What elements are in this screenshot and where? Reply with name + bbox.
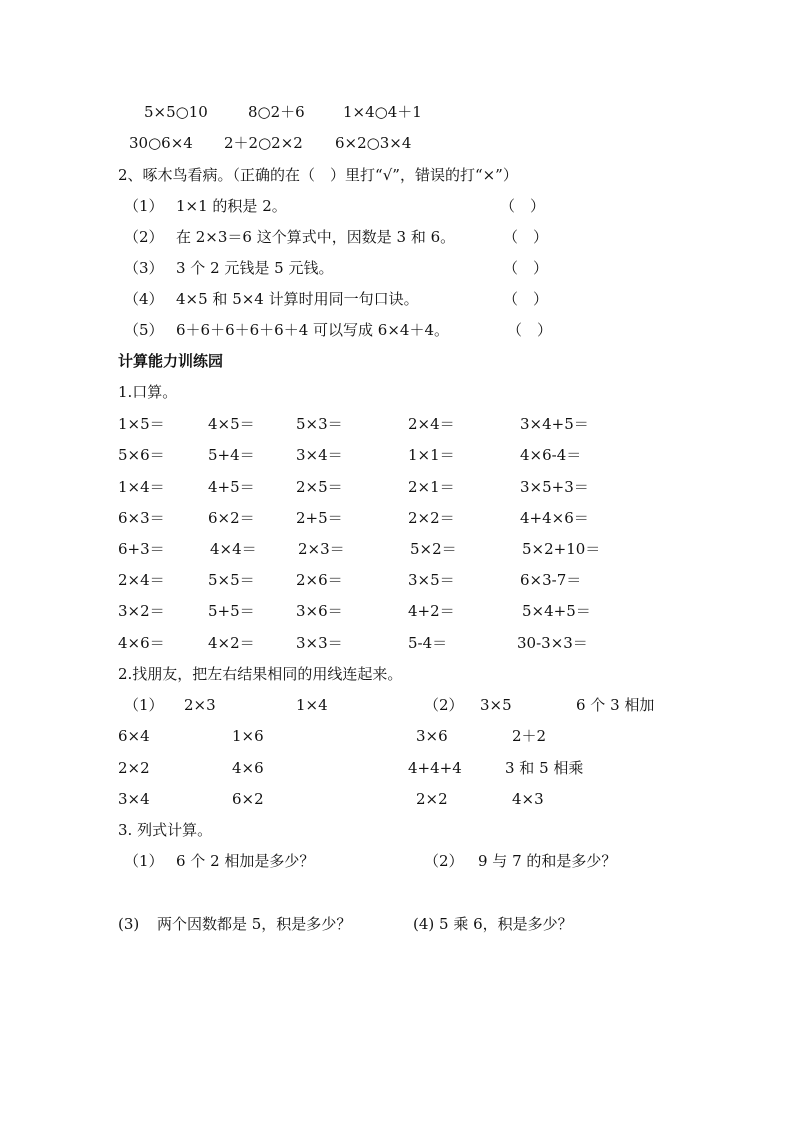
oral-problem: 3×4＝ [296, 446, 343, 464]
oral-problem: 2×6＝ [296, 571, 343, 589]
oral-problem: 5-4＝ [408, 634, 448, 652]
match-title: 2.找朋友，把左右结果相同的用线连起来。 [118, 665, 403, 683]
oral-problem: 5×4+5＝ [522, 602, 591, 620]
section-title: 计算能力训练园 [118, 352, 224, 370]
judge-title: 2、啄木鸟看病。（正确的在（ ）里打“√”，错误的打“×”） [118, 166, 518, 184]
oral-problem: 30-3×3＝ [517, 634, 588, 652]
judge-item-number: （3） [124, 259, 164, 277]
oral-problem: 4+2＝ [408, 602, 455, 620]
oral-problem: 4+4×6＝ [520, 509, 589, 527]
match-item[interactable]: 2×2 [416, 790, 448, 808]
judge-item-text: 1×1 的积是 2。 [176, 197, 287, 215]
formula-question-number: (3) [118, 915, 140, 933]
answer-parentheses[interactable]: （ ） [503, 228, 549, 246]
oral-problem: 4+5＝ [208, 478, 255, 496]
judge-item-number: （5） [124, 321, 164, 339]
oral-problem: 3×2＝ [118, 602, 165, 620]
oral-problem: 2×4＝ [408, 415, 455, 433]
judge-item-text: 6＋6＋6＋6＋6＋4 可以写成 6×4＋4。 [176, 321, 449, 339]
formula-question-number: （2） [424, 852, 464, 870]
answer-parentheses[interactable]: （ ） [503, 259, 549, 277]
match-item[interactable]: 3×5 [480, 696, 512, 714]
judge-item-text: 4×5 和 5×4 计算时用同一句口诀。 [176, 290, 419, 308]
oral-problem: 2×3＝ [298, 540, 345, 558]
oral-problem: 3×3＝ [296, 634, 343, 652]
oral-problem: 3×4+5＝ [520, 415, 589, 433]
oral-problem: 6+3＝ [118, 540, 165, 558]
match-item[interactable]: 3×4 [118, 790, 150, 808]
oral-problem: 4×2＝ [208, 634, 255, 652]
judge-item-number: （1） [124, 197, 164, 215]
match-item[interactable]: 4×3 [512, 790, 544, 808]
oral-problem: 6×3-7＝ [520, 571, 582, 589]
match-item[interactable]: 6 个 3 相加 [576, 696, 655, 714]
oral-problem: 5×6＝ [118, 446, 165, 464]
judge-item-number: （2） [124, 228, 164, 246]
match-item[interactable]: 1×4 [296, 696, 328, 714]
match-item[interactable]: 2＋2 [512, 727, 547, 745]
compare-expr: 8○2＋6 [248, 103, 305, 121]
judge-item-text: 3 个 2 元钱是 5 元钱。 [176, 259, 334, 277]
judge-item-number: （4） [124, 290, 164, 308]
oral-problem: 4×6-4＝ [520, 446, 582, 464]
formula-question-number: （1） [124, 852, 164, 870]
match-item[interactable]: 2×2 [118, 759, 150, 777]
match-group-number: （2） [424, 696, 464, 714]
formula-title: 3. 列式计算。 [118, 821, 213, 839]
oral-problem: 1×4＝ [118, 478, 165, 496]
oral-problem: 2×2＝ [408, 509, 455, 527]
oral-problem: 4×5＝ [208, 415, 255, 433]
formula-question: 两个因数都是 5，积是多少？ [157, 915, 352, 933]
match-item[interactable]: 6×4 [118, 727, 150, 745]
compare-expr: 1×4○4＋1 [343, 103, 422, 121]
match-item[interactable]: 2×3 [184, 696, 216, 714]
oral-problem: 1×1＝ [408, 446, 455, 464]
oral-problem: 3×5＝ [408, 571, 455, 589]
compare-expr: 30○6×4 [129, 134, 193, 152]
oral-problem: 5×2+10＝ [522, 540, 601, 558]
oral-problem: 3×6＝ [296, 602, 343, 620]
formula-question: 9 与 7 的和是多少？ [478, 852, 617, 870]
answer-parentheses[interactable]: （ ） [503, 290, 549, 308]
oral-problem: 2×5＝ [296, 478, 343, 496]
match-item[interactable]: 1×6 [232, 727, 264, 745]
compare-expr: 5×5○10 [144, 103, 208, 121]
oral-problem: 5×5＝ [208, 571, 255, 589]
answer-parentheses[interactable]: （ ） [507, 321, 553, 339]
formula-question: 6 个 2 相加是多少？ [176, 852, 315, 870]
match-item[interactable]: 3 和 5 相乘 [505, 759, 584, 777]
oral-problem: 2×1＝ [408, 478, 455, 496]
oral-problem: 5+5＝ [208, 602, 255, 620]
judge-item-text: 在 2×3＝6 这个算式中，因数是 3 和 6。 [176, 228, 456, 246]
oral-title: 1.口算。 [118, 383, 178, 401]
oral-problem: 2×4＝ [118, 571, 165, 589]
oral-problem: 3×5+3＝ [520, 478, 589, 496]
oral-problem: 5×3＝ [296, 415, 343, 433]
match-item[interactable]: 3×6 [416, 727, 448, 745]
oral-problem: 6×3＝ [118, 509, 165, 527]
compare-expr: 6×2○3×4 [335, 134, 412, 152]
oral-problem: 5×2＝ [410, 540, 457, 558]
match-item[interactable]: 4+4+4 [408, 759, 462, 777]
oral-problem: 2+5＝ [296, 509, 343, 527]
compare-expr: 2＋2○2×2 [224, 134, 303, 152]
oral-problem: 4×6＝ [118, 634, 165, 652]
oral-problem: 4×4＝ [210, 540, 257, 558]
oral-problem: 1×5＝ [118, 415, 165, 433]
match-item[interactable]: 4×6 [232, 759, 264, 777]
oral-problem: 5+4＝ [208, 446, 255, 464]
oral-problem: 6×2＝ [208, 509, 255, 527]
match-item[interactable]: 6×2 [232, 790, 264, 808]
answer-parentheses[interactable]: （ ） [500, 197, 546, 215]
formula-question: (4) 5 乘 6，积是多少？ [413, 915, 573, 933]
match-group-number: （1） [124, 696, 164, 714]
